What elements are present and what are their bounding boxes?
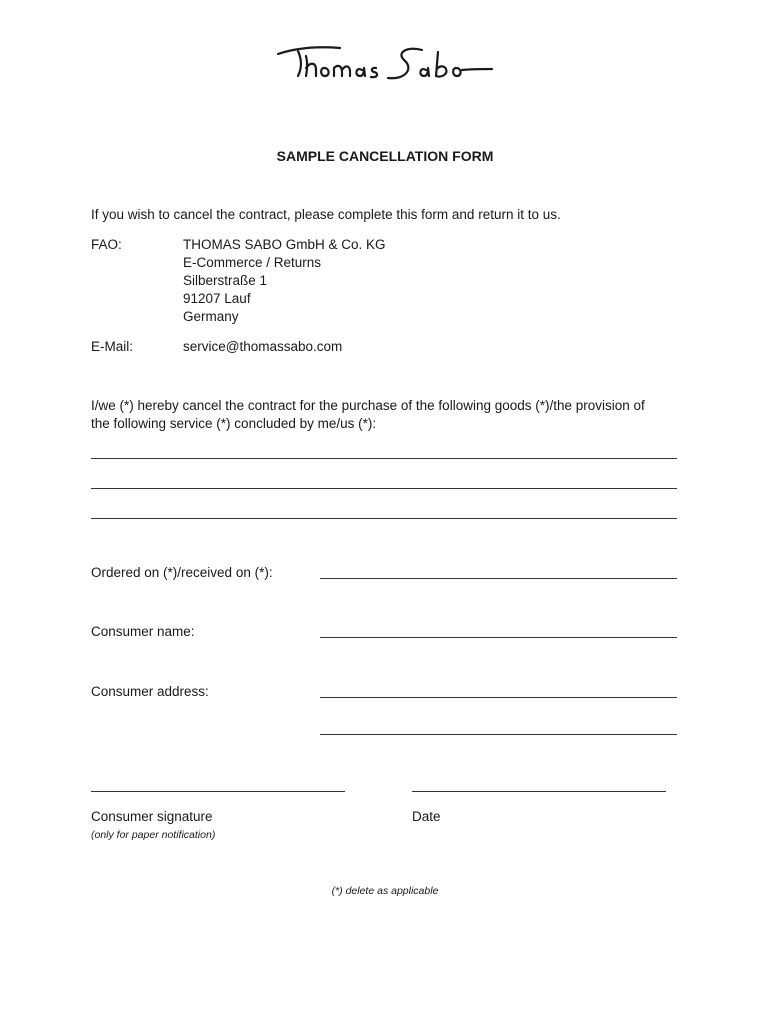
- ordered-on-label: Ordered on (*)/received on (*):: [91, 565, 273, 580]
- date-label: Date: [412, 809, 441, 824]
- consumer-address-field-1[interactable]: [320, 697, 677, 698]
- goods-entry-line-1[interactable]: [91, 458, 677, 459]
- form-title: SAMPLE CANCELLATION FORM: [276, 148, 494, 164]
- statement-line-1: I/we (*) hereby cancel the contract for the purchase of the following goods (*)/the provision of: [91, 398, 645, 413]
- goods-entry-line-3[interactable]: [91, 518, 677, 519]
- signature-field[interactable]: [91, 791, 345, 792]
- signature-note: (only for paper notification): [91, 829, 216, 841]
- goods-entry-line-2[interactable]: [91, 488, 677, 489]
- thomas-sabo-logo: [276, 40, 494, 88]
- fao-line-company: THOMAS SABO GmbH & Co. KG: [183, 237, 386, 252]
- date-field[interactable]: [412, 791, 666, 792]
- fao-line-street: Silberstraße 1: [183, 273, 268, 288]
- fao-line-country: Germany: [183, 309, 239, 324]
- fao-line-department: E-Commerce / Returns: [183, 255, 322, 270]
- fao-line-city: 91207 Lauf: [183, 291, 251, 306]
- consumer-name-label: Consumer name:: [91, 624, 195, 639]
- fao-label: FAO:: [91, 237, 122, 252]
- statement-line-2: the following service (*) concluded by me/us (*):: [91, 416, 377, 431]
- ordered-on-field[interactable]: [320, 578, 677, 579]
- intro-text: If you wish to cancel the contract, please complete this form and return it to us.: [91, 207, 561, 222]
- consumer-name-field[interactable]: [320, 637, 677, 638]
- email-address: service@thomassabo.com: [183, 339, 343, 354]
- consumer-address-label: Consumer address:: [91, 684, 209, 699]
- consumer-address-field-2[interactable]: [320, 734, 677, 735]
- footnote: (*) delete as applicable: [331, 885, 439, 897]
- email-label: E-Mail:: [91, 339, 134, 354]
- signature-label: Consumer signature: [91, 809, 213, 824]
